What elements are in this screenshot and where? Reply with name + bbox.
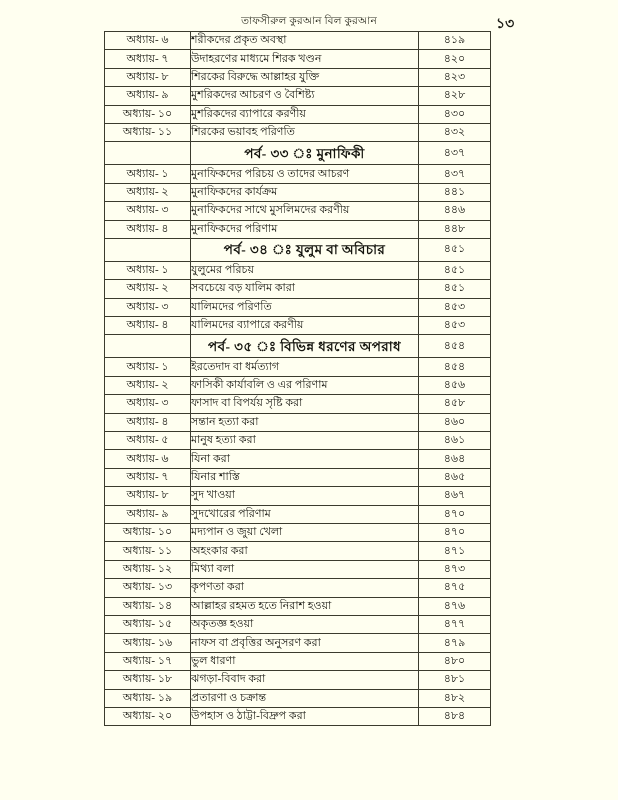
toc-entry-title: কৃপণতা করা bbox=[191, 579, 419, 597]
toc-entry-title: মুনাফিকদের পরিচয় ও তাদের আচরণ bbox=[191, 165, 419, 183]
toc-chapter-label: অধ্যায়- ৩ bbox=[105, 395, 191, 413]
toc-section-title: পর্ব- ৩৫ ঃ বিভিন্ন ধরণের অপরাধ bbox=[191, 335, 419, 358]
toc-entry-row bbox=[105, 165, 491, 183]
toc-entry-row bbox=[105, 597, 491, 615]
toc-entry-title: সবচেয়ে বড় যালিম কারা bbox=[191, 280, 419, 298]
toc-entry-page-number: ৪৩০ bbox=[419, 105, 491, 123]
running-head-title: তাফসীরুল কুরআন বিল কুরআন bbox=[241, 16, 377, 27]
toc-entry-page-number: ৪৭১ bbox=[419, 542, 491, 560]
toc-entry-title: ঝগড়া-বিবাদ করা bbox=[191, 671, 419, 689]
toc-entry-title: উদাহরণের মাধ্যমে শিরক খণ্ডন bbox=[191, 50, 419, 68]
toc-section-spacer-cell bbox=[105, 142, 191, 165]
toc-chapter-label: অধ্যায়- ৬ bbox=[105, 450, 191, 468]
toc-entry-page-number: ৪১৯ bbox=[419, 32, 491, 50]
table-of-contents bbox=[104, 31, 491, 726]
toc-entry-page-number: ৪৭৯ bbox=[419, 634, 491, 652]
toc-section-spacer-cell bbox=[105, 238, 191, 261]
toc-entry-title: মুশরিকদের আচরণ ও বৈশিষ্ট্য bbox=[191, 87, 419, 105]
toc-entry-row bbox=[105, 579, 491, 597]
toc-chapter-label: অধ্যায়- ১১ bbox=[105, 123, 191, 141]
toc-chapter-label: অধ্যায়- ১৩ bbox=[105, 579, 191, 597]
toc-entry-row bbox=[105, 298, 491, 316]
toc-entry-page-number: ৪৩২ bbox=[419, 123, 491, 141]
toc-section-spacer-cell bbox=[105, 335, 191, 358]
toc-entry-row bbox=[105, 523, 491, 541]
page-number: ১৩ bbox=[496, 17, 515, 32]
toc-entry-page-number: ৪৫৩ bbox=[419, 317, 491, 335]
toc-chapter-label: অধ্যায়- ৪ bbox=[105, 317, 191, 335]
toc-entry-row bbox=[105, 615, 491, 633]
toc-section-row bbox=[105, 142, 491, 165]
toc-entry-page-number: ৪৬০ bbox=[419, 413, 491, 431]
toc-chapter-label: অধ্যায়- ১ bbox=[105, 358, 191, 376]
toc-entry-page-number: ৪৩৭ bbox=[419, 165, 491, 183]
toc-chapter-label: অধ্যায়- ১২ bbox=[105, 560, 191, 578]
toc-entry-row bbox=[105, 468, 491, 486]
toc-entry-row bbox=[105, 261, 491, 279]
toc-entry-title: মানুষ হত্যা করা bbox=[191, 432, 419, 450]
toc-chapter-label: অধ্যায়- ২ bbox=[105, 376, 191, 394]
toc-entry-page-number: ৪২৮ bbox=[419, 87, 491, 105]
toc-entry-page-number: ৪২০ bbox=[419, 50, 491, 68]
toc-section-row bbox=[105, 238, 491, 261]
toc-entry-title: অহংকার করা bbox=[191, 542, 419, 560]
toc-entry-title: মুশরিকদের ব্যাপারে করণীয় bbox=[191, 105, 419, 123]
toc-entry-title: মুনাফিকদের সাথে মুসলিমদের করণীয় bbox=[191, 202, 419, 220]
toc-entry-page-number: ৪৮৪ bbox=[419, 707, 491, 725]
toc-entry-row bbox=[105, 542, 491, 560]
toc-section-page-number: ৪৫৪ bbox=[419, 335, 491, 358]
toc-body bbox=[105, 32, 491, 726]
toc-section-title: পর্ব- ৩৪ ঃ যুলুম বা অবিচার bbox=[191, 238, 419, 261]
toc-entry-title: শিরকের ভয়াবহ পরিণতি bbox=[191, 123, 419, 141]
toc-entry-page-number: ৪৭০ bbox=[419, 505, 491, 523]
toc-entry-title: মুনাফিকদের কার্যক্রম bbox=[191, 183, 419, 201]
toc-entry-row bbox=[105, 202, 491, 220]
toc-entry-title: প্রতারণা ও চক্রান্ত bbox=[191, 689, 419, 707]
toc-chapter-label: অধ্যায়- ৩ bbox=[105, 202, 191, 220]
toc-entry-row bbox=[105, 689, 491, 707]
toc-chapter-label: অধ্যায়- ১ bbox=[105, 165, 191, 183]
toc-entry-page-number: ৪৮১ bbox=[419, 671, 491, 689]
toc-chapter-label: অধ্যায়- ৫ bbox=[105, 432, 191, 450]
toc-entry-title: যালিমদের পরিণতি bbox=[191, 298, 419, 316]
toc-chapter-label: অধ্যায়- ৯ bbox=[105, 505, 191, 523]
toc-chapter-label: অধ্যায়- ৪ bbox=[105, 413, 191, 431]
toc-section-row bbox=[105, 335, 491, 358]
toc-entry-title: যিনা করা bbox=[191, 450, 419, 468]
toc-entry-row bbox=[105, 280, 491, 298]
toc-chapter-label: অধ্যায়- ৮ bbox=[105, 68, 191, 86]
toc-chapter-label: অধ্যায়- ১৭ bbox=[105, 652, 191, 670]
toc-chapter-label: অধ্যায়- ৭ bbox=[105, 50, 191, 68]
toc-entry-page-number: ৪৭৫ bbox=[419, 579, 491, 597]
toc-entry-row bbox=[105, 123, 491, 141]
toc-entry-row bbox=[105, 68, 491, 86]
toc-entry-row bbox=[105, 671, 491, 689]
toc-entry-row bbox=[105, 413, 491, 431]
toc-chapter-label: অধ্যায়- ৪ bbox=[105, 220, 191, 238]
toc-entry-title: যুলুমের পরিচয় bbox=[191, 261, 419, 279]
toc-chapter-label: অধ্যায়- ৭ bbox=[105, 468, 191, 486]
toc-entry-row bbox=[105, 505, 491, 523]
toc-entry-page-number: ৪৫৮ bbox=[419, 395, 491, 413]
toc-chapter-label: অধ্যায়- ১০ bbox=[105, 105, 191, 123]
toc-entry-row bbox=[105, 32, 491, 50]
toc-entry-title: নাফস বা প্রবৃত্তির অনুসরণ করা bbox=[191, 634, 419, 652]
toc-chapter-label: অধ্যায়- ২ bbox=[105, 183, 191, 201]
toc-section-page-number: ৪৫১ bbox=[419, 238, 491, 261]
toc-entry-title: শরীকদের প্রকৃত অবস্থা bbox=[191, 32, 419, 50]
toc-entry-row bbox=[105, 487, 491, 505]
toc-entry-page-number: ৪৮২ bbox=[419, 689, 491, 707]
toc-chapter-label: অধ্যায়- ১৫ bbox=[105, 615, 191, 633]
toc-chapter-label: অধ্যায়- ২০ bbox=[105, 707, 191, 725]
toc-entry-row bbox=[105, 450, 491, 468]
toc-entry-title: সন্তান হত্যা করা bbox=[191, 413, 419, 431]
toc-entry-title: উপহাস ও ঠাট্টা-বিদ্রুপ করা bbox=[191, 707, 419, 725]
toc-chapter-label: অধ্যায়- ১৪ bbox=[105, 597, 191, 615]
toc-entry-page-number: ৪৫৬ bbox=[419, 376, 491, 394]
toc-entry-title: ফাসিকী কার্যাবলি ও এর পরিণাম bbox=[191, 376, 419, 394]
toc-chapter-label: অধ্যায়- ১৮ bbox=[105, 671, 191, 689]
toc-entry-page-number: ৪৭৬ bbox=[419, 597, 491, 615]
toc-entry-page-number: ৪৫৩ bbox=[419, 298, 491, 316]
toc-section-title: পর্ব- ৩৩ ঃ মুনাফিকী bbox=[191, 142, 419, 165]
toc-entry-title: ফাসাদ বা বিপর্যয় সৃষ্টি করা bbox=[191, 395, 419, 413]
toc-entry-row bbox=[105, 105, 491, 123]
toc-entry-row bbox=[105, 220, 491, 238]
toc-entry-page-number: ৪৬৭ bbox=[419, 487, 491, 505]
toc-entry-row bbox=[105, 87, 491, 105]
toc-chapter-label: অধ্যায়- ১৬ bbox=[105, 634, 191, 652]
toc-entry-row bbox=[105, 376, 491, 394]
toc-section-page-number: ৪৩৭ bbox=[419, 142, 491, 165]
toc-chapter-label: অধ্যায়- ১ bbox=[105, 261, 191, 279]
toc-chapter-label: অধ্যায়- ১১ bbox=[105, 542, 191, 560]
toc-chapter-label: অধ্যায়- ১০ bbox=[105, 523, 191, 541]
toc-chapter-label: অধ্যায়- ৯ bbox=[105, 87, 191, 105]
toc-entry-row bbox=[105, 395, 491, 413]
toc-chapter-label: অধ্যায়- ২ bbox=[105, 280, 191, 298]
toc-entry-title: মিথ্যা বলা bbox=[191, 560, 419, 578]
toc-entry-title: ইরতেদাদ বা ধর্মত্যাগ bbox=[191, 358, 419, 376]
toc-entry-title: ভুল ধারণা bbox=[191, 652, 419, 670]
toc-entry-title: অকৃতজ্ঞ হওয়া bbox=[191, 615, 419, 633]
toc-entry-page-number: ৪৭৩ bbox=[419, 560, 491, 578]
toc-entry-title: মুনাফিকদের পরিণাম bbox=[191, 220, 419, 238]
toc-entry-page-number: ৪৬৫ bbox=[419, 468, 491, 486]
toc-entry-row bbox=[105, 634, 491, 652]
toc-entry-row bbox=[105, 652, 491, 670]
toc-entry-title: সুদ খাওয়া bbox=[191, 487, 419, 505]
toc-entry-page-number: ৪৬৪ bbox=[419, 450, 491, 468]
toc-entry-row bbox=[105, 358, 491, 376]
toc-entry-page-number: ৪৮০ bbox=[419, 652, 491, 670]
toc-entry-page-number: ৪৫১ bbox=[419, 261, 491, 279]
toc-entry-title: যালিমদের ব্যাপারে করণীয় bbox=[191, 317, 419, 335]
toc-entry-page-number: ৪৬১ bbox=[419, 432, 491, 450]
toc-entry-page-number: ৪৪১ bbox=[419, 183, 491, 201]
toc-entry-page-number: ৪৪৬ bbox=[419, 202, 491, 220]
toc-entry-page-number: ৪৭৭ bbox=[419, 615, 491, 633]
toc-entry-row bbox=[105, 707, 491, 725]
toc-entry-row bbox=[105, 432, 491, 450]
toc-entry-title: আল্লাহর রহমত হতে নিরাশ হওয়া bbox=[191, 597, 419, 615]
toc-entry-title: সুদখোরের পরিণাম bbox=[191, 505, 419, 523]
toc-entry-page-number: ৪৪৮ bbox=[419, 220, 491, 238]
toc-chapter-label: অধ্যায়- ৩ bbox=[105, 298, 191, 316]
toc-entry-page-number: ৪৫৪ bbox=[419, 358, 491, 376]
toc-entry-page-number: ৪৫১ bbox=[419, 280, 491, 298]
toc-entry-row bbox=[105, 317, 491, 335]
toc-entry-row bbox=[105, 50, 491, 68]
toc-chapter-label: অধ্যায়- ১৯ bbox=[105, 689, 191, 707]
toc-entry-title: যিনার শাস্তি bbox=[191, 468, 419, 486]
toc-entry-row bbox=[105, 183, 491, 201]
toc-entry-page-number: ৪৭০ bbox=[419, 523, 491, 541]
toc-entry-title: মদ্যপান ও জুয়া খেলা bbox=[191, 523, 419, 541]
toc-entry-row bbox=[105, 560, 491, 578]
toc-chapter-label: অধ্যায়- ৮ bbox=[105, 487, 191, 505]
toc-entry-title: শিরকের বিরুদ্ধে আল্লাহর যুক্তি bbox=[191, 68, 419, 86]
toc-entry-page-number: ৪২৩ bbox=[419, 68, 491, 86]
toc-chapter-label: অধ্যায়- ৬ bbox=[105, 32, 191, 50]
